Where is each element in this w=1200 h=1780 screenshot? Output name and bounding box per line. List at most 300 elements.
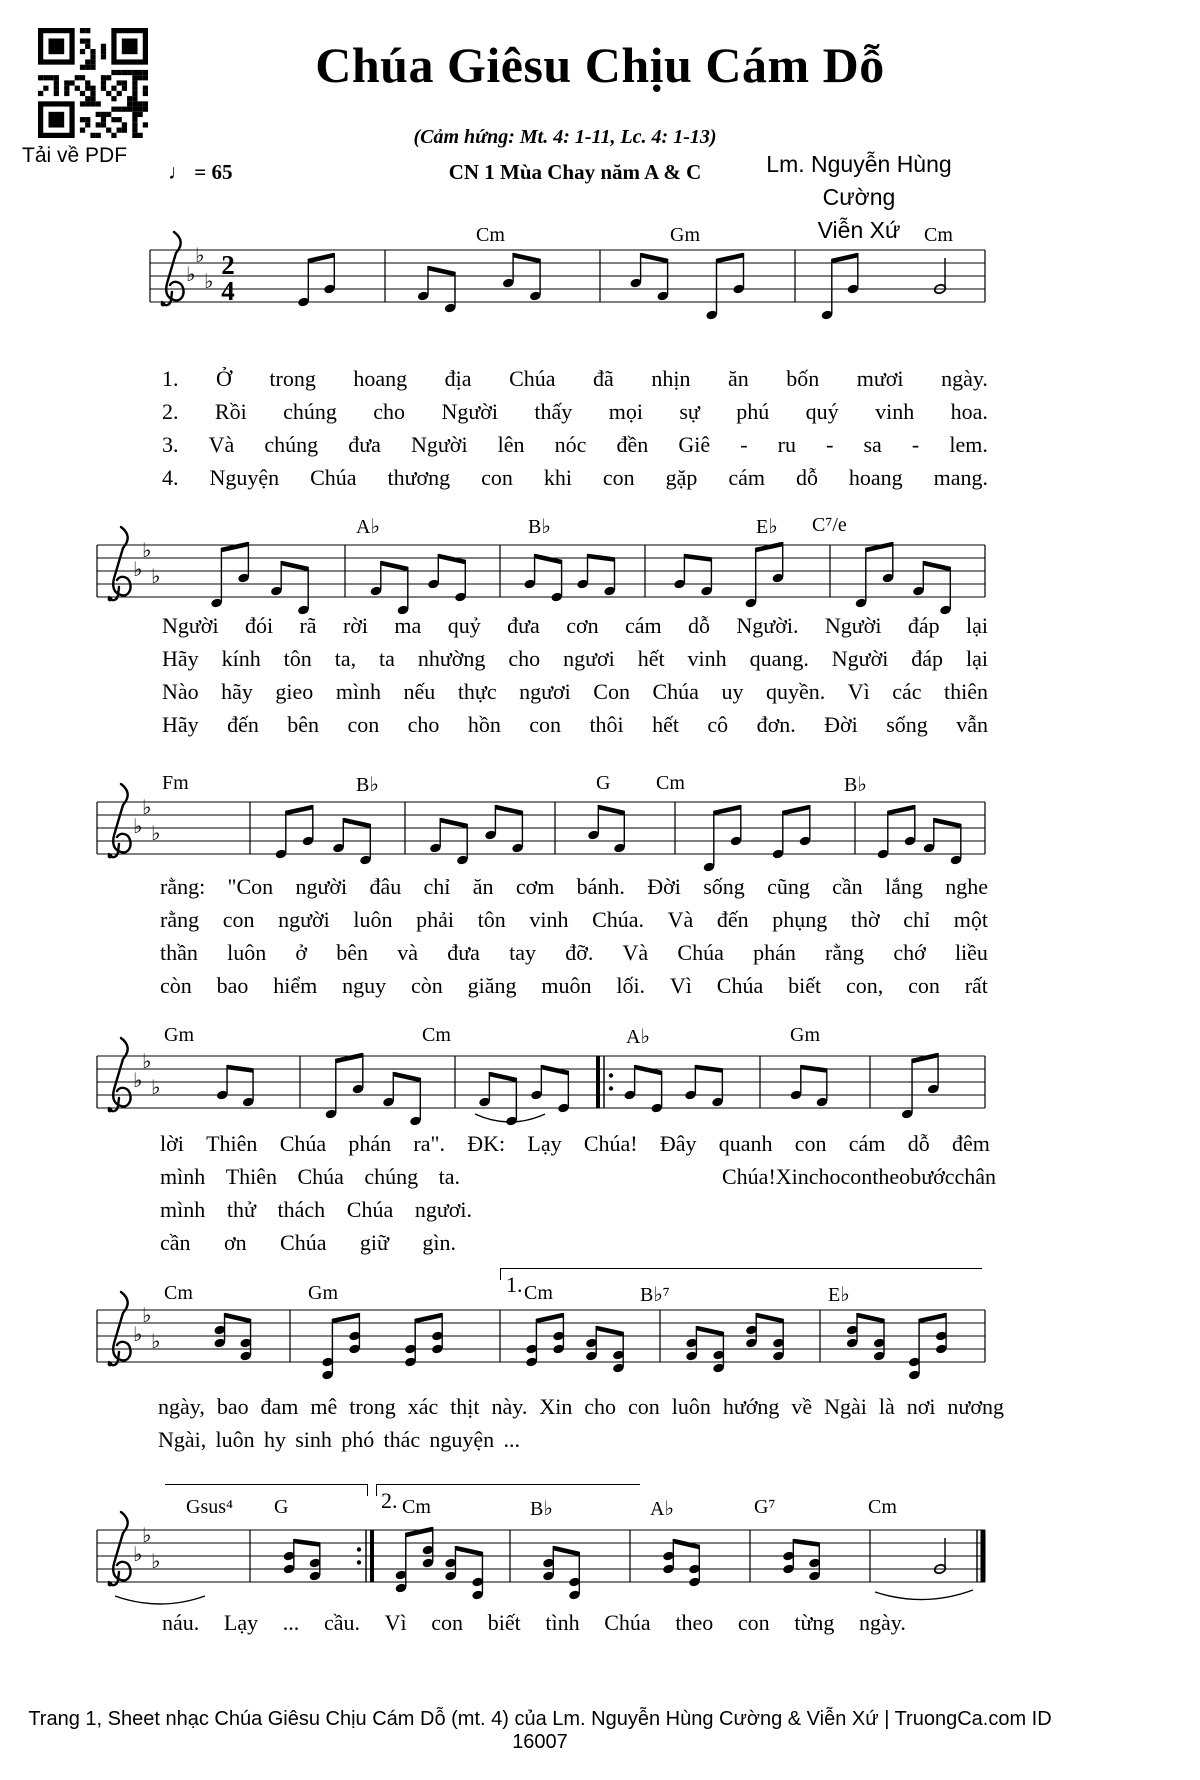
lyric-word: cho [808,1164,841,1189]
lyric-word: Người [411,432,468,457]
lyric-word: rằng: [160,874,206,899]
lyric-word: đền [616,432,649,457]
lyric-word: từng [794,1610,835,1635]
lyric-word: nguyện [429,1427,495,1452]
lyric-word: và [397,940,418,965]
lyric-word: ma [394,613,422,638]
lyric-word: lối. [616,973,646,998]
lyric-word: mình [335,679,382,704]
lyric-word: Xin [539,1394,573,1419]
chord-label: Cm [402,1496,431,1518]
lyric-word: đến [716,907,749,932]
lyric-word: lại [965,646,988,671]
lyric-word: phải [416,907,454,932]
lyric-word: đêm [951,1131,990,1156]
lyric-word: con [794,1131,827,1156]
volta-1-bracket [500,1268,982,1280]
volta-1-label: 1. [506,1272,523,1297]
svg-text:♭: ♭ [151,564,161,588]
lyric-word: hiểm [273,973,318,998]
lyric-word: trong [349,1394,396,1419]
lyric-word: - [911,432,920,457]
lyric-word: địa [444,366,472,391]
lyric-word: bao [216,973,249,998]
lyric-word: hoa. [950,399,988,424]
lyric-line [160,1197,472,1223]
lyric-word: hy [263,1427,286,1452]
lyric-word: thịt [450,1394,480,1419]
page-title: Chúa Giêsu Chịu Cám Dỗ [315,37,885,93]
chord-label: Cm [164,1282,193,1304]
svg-text:♭: ♭ [133,1068,143,1092]
lyric-word: luôn [671,1394,711,1419]
svg-text:♭: ♭ [133,1322,143,1346]
lyric-word: rời [342,613,369,638]
lyric-word: phó [341,1427,375,1452]
lyric-word: nghe [945,874,988,899]
lyric-word: cho [508,646,541,671]
treble-clef-icon [108,784,131,858]
lyric-word: Chúa [509,366,556,391]
lyric-word: phú [736,399,770,424]
treble-clef-icon [108,527,131,601]
lyric-word: náu. [162,1610,200,1635]
lyric-word: Người [824,613,882,638]
lyric-word: 4. [162,465,179,490]
lyric-word: dỗ [795,465,818,490]
chord-label: E♭ [756,516,778,538]
lyric-word: cần [160,1230,191,1255]
lyric-word: ngày, [158,1394,205,1419]
lyric-word: thần [160,940,198,965]
arranger-name: Viễn Xứ [817,217,901,243]
lyric-line [162,613,988,639]
lyric-word: Chúa [716,973,764,998]
chord-label: Cm [524,1282,553,1304]
chord-label: Fm [162,772,189,794]
lyric-word: Chúa! [722,1164,776,1189]
lyric-word: vinh [687,646,727,671]
lyric-word: Con [593,679,630,704]
lyric-line [160,973,988,999]
lyric-word: chúng [283,399,337,424]
staff-system-5 [85,1280,997,1398]
chord-label: Cm [422,1024,451,1046]
lyric-word: hồn [467,712,501,737]
lyric-word: 2. [162,399,179,424]
lyric-word: lem. [949,432,988,457]
lyric-word: liều [954,940,988,965]
lyric-word: về [791,1394,813,1419]
chord-label: C⁷/e [812,514,847,536]
lyric-word: Chúa [310,465,357,490]
lyric-word: sinh [295,1427,332,1452]
lyric-word: rằng [825,940,865,965]
lyric-word: ta, [334,646,357,671]
lyric-word: quang. [749,646,809,671]
lyric-word: Người [162,613,219,638]
lyric-word: đói [244,613,274,638]
lyric-line [162,1610,906,1636]
lyric-word: vẫn [956,712,988,737]
chord-label: Cm [656,772,685,794]
lyric-word: chúng [264,432,319,457]
lyric-word: sống [703,874,745,899]
lyric-word: Và [208,432,235,457]
lyric-word: chúng [364,1164,419,1189]
lyric-word: lắng [884,874,923,899]
lyric-word: muôn [541,973,592,998]
lyric-word: lại [965,613,988,638]
lyric-word: ra". [413,1131,445,1156]
lyric-word: mình [160,1197,206,1222]
lyric-word: con [529,712,562,737]
chord-label: B♭ [530,1498,553,1520]
lyric-word: một [953,907,988,932]
lyric-word: giữ [359,1230,389,1255]
lyric-word: chỉ [903,907,931,932]
chord-label: B♭ [356,774,379,796]
lyric-word: dỗ [907,1131,930,1156]
lyric-word: ru [777,432,796,457]
lyric-word: cũng [767,874,810,899]
lyric-word: bước [910,1164,955,1189]
lyric-word: bên [336,940,369,965]
lyric-word: thương [387,465,451,490]
lyric-word: thách [277,1197,326,1222]
lyric-word: đỡ. [565,940,594,965]
lyric-word: Lạy [527,1131,562,1156]
treble-clef-icon [108,1292,131,1366]
lyric-word: uy [721,679,744,704]
lyric-word: hoang [353,366,408,391]
staff-system-1 [140,220,997,338]
lyric-word: Vì [669,973,692,998]
lyric-word: ăn [472,874,494,899]
lyric-word: con [737,1610,770,1635]
chord-label: B♭⁷ [640,1284,670,1306]
treble-clef-icon [161,232,184,306]
chord-label: A♭ [650,1498,674,1520]
svg-text:♭: ♭ [195,243,205,267]
lyric-word: ta [379,646,395,671]
lyric-word: Chúa [604,1610,651,1635]
chord-label: Gm [790,1024,820,1046]
lyric-line [158,1394,1004,1420]
lyric-line [160,1164,460,1190]
lyric-word: cám [848,1131,886,1156]
lyric-word: Vì [384,1610,407,1635]
chord-label: B♭ [528,516,551,538]
lyric-line [160,1131,990,1157]
lyric-word: Và [667,907,694,932]
lyric-word: nếu [403,679,436,704]
lyric-word: đam [260,1394,299,1419]
lyric-word: nhường [417,646,486,671]
svg-text:♭: ♭ [142,1523,152,1547]
lyric-word: phán [348,1131,392,1156]
lyric-word: quyền. [765,679,826,704]
svg-text:♭: ♭ [133,557,143,581]
lyric-word: đơn. [756,712,796,737]
lyric-word: trong [269,366,316,391]
chord-label: Gsus⁴ [186,1496,233,1518]
liturgical-occasion: CN 1 Mùa Chay năm A & C [448,160,702,184]
lyric-word: Xin [775,1164,809,1189]
lyric-word: luôn [227,940,267,965]
lyric-word: lên [497,432,525,457]
lyric-word: gìn. [422,1230,456,1255]
lyric-word: hết [637,646,665,671]
lyric-word: mươi [856,366,904,391]
composer-name: Lm. Nguyễn Hùng Cường [766,151,952,210]
lyric-word: sống [886,712,928,737]
lyric-word: nóc [554,432,587,457]
lyric-word: Thiên [225,1164,278,1189]
download-pdf-link[interactable]: Tải về PDF [22,144,128,167]
lyric-word: Giê [678,432,711,457]
lyric-word: ngươi [519,679,571,704]
lyric-word: con [908,973,940,998]
lyric-word: Nguyện [209,465,280,490]
lyric-word: rất [964,973,988,998]
lyric-word: sự [679,399,700,424]
lyric-word: gặp [665,465,698,490]
lyric-word: quỷ [447,613,481,638]
lyric-word: con [347,712,380,737]
lyric-word: Chúa! [583,1131,638,1156]
lyric-word: luôn [353,907,393,932]
lyric-word: thử [226,1197,256,1222]
chord-label: G [596,772,611,794]
lyric-word: đáp [911,646,944,671]
lyric-word: biết [487,1610,521,1635]
lyric-word: ngày. [859,1610,906,1635]
lyric-word: Người [831,646,889,671]
lyric-word: khi [543,465,572,490]
lyric-word: chớ [893,940,926,965]
chord-label: Cm [924,224,953,246]
lyric-word: thấy [534,399,573,424]
lyric-word: 1. [162,366,179,391]
lyric-word: luôn [215,1427,255,1452]
chord-label: A♭ [626,1026,650,1048]
lyric-word: xác [407,1394,439,1419]
lyric-word: nhịn [651,366,691,391]
lyric-word: đưa [507,613,540,638]
lyric-word: cơm [515,874,555,899]
lyric-word: thờ [850,907,880,932]
lyric-word: Thiên [206,1131,258,1156]
lyric-word: quanh [718,1131,773,1156]
lyric-line [162,712,988,738]
lyric-word: hết [652,712,679,737]
volta-2-bracket [376,1484,640,1496]
lyric-word: bánh. [576,874,625,899]
lyric-word: chân [954,1164,997,1189]
svg-text:♭: ♭ [142,538,152,562]
lyric-word: mọi [608,399,643,424]
lyric-line [160,874,988,900]
chord-label: Gm [164,1024,194,1046]
svg-text:♭: ♭ [151,1329,161,1353]
lyric-word: rằng [160,907,200,932]
lyric-word: thiên [944,679,988,704]
lyric-word: các [892,679,922,704]
scripture-reference: (Cảm hứng: Mt. 4: 1-11, Lc. 4: 1-13) [413,126,717,148]
staff-system-4 [85,1026,997,1144]
lyric-word: ... [503,1427,520,1452]
lyric-word: đáp [907,613,940,638]
lyric-line-verse-2 [162,399,988,425]
lyric-word: bên [287,712,320,737]
volta-2-label: 2. [381,1488,398,1513]
lyric-line [162,646,988,672]
lyric-word: thực [457,679,497,704]
lyric-word: hướng [722,1394,780,1419]
chord-label: Gm [308,1282,338,1304]
svg-text:♭: ♭ [142,795,152,819]
lyric-word: Đây [659,1131,697,1156]
chord-label: G⁷ [754,1496,776,1518]
lyric-word: bao [216,1394,249,1419]
svg-text:♭: ♭ [133,814,143,838]
lyric-word: nơi [906,1394,936,1419]
svg-text:♭: ♭ [204,269,214,293]
lyric-word: còn [410,973,443,998]
lyric-word: Rồi [214,399,247,424]
lyric-word: Chúa [280,1230,327,1255]
lyric-word: ... [282,1610,300,1635]
lyric-word: kính [221,646,261,671]
lyric-word: đến [227,712,259,737]
lyric-line-verse-1 [162,366,988,392]
lyric-word: con [431,1610,464,1635]
lyric-word: phán [753,940,796,965]
lyric-word: chỉ [423,874,451,899]
lyric-line [158,1427,520,1453]
lyric-word: đưa [447,940,480,965]
lyric-word: cầu. [323,1610,360,1635]
svg-text:4: 4 [221,276,235,306]
lyric-word: là [878,1394,895,1419]
svg-text:♭: ♭ [142,1049,152,1073]
staff-system-6 [85,1500,997,1618]
chord-label: G [274,1496,289,1518]
lyric-word: còn [160,973,192,998]
staff-system-3 [85,772,997,890]
lyric-line [160,940,988,966]
svg-text:♭: ♭ [151,1075,161,1099]
lyric-word: vinh [875,399,915,424]
svg-text:♭: ♭ [186,262,196,286]
lyric-word: con [222,907,255,932]
lyric-word: thôi [589,712,624,737]
chord-label: Gm [670,224,700,246]
chord-label: A♭ [356,516,380,538]
lyric-word: Vì [847,679,870,704]
lyric-word: mình [160,1164,206,1189]
lyric-line [160,907,988,933]
svg-text:♭: ♭ [151,821,161,845]
tempo-marking: ♩ = 65 [168,160,233,184]
lyric-word: theo [675,1610,714,1635]
lyric-word: Hãy [162,712,199,737]
lyric-word: 3. [162,432,179,457]
lyric-word: đã [593,366,614,391]
lyric-word: người [278,907,330,932]
lyric-word: ngươi [563,646,615,671]
lyric-word: ở [295,940,308,965]
lyric-word: tay [509,940,536,965]
treble-clef-icon [108,1512,131,1586]
lyric-word: Đời [647,874,681,899]
lyric-line [162,679,988,705]
lyric-word: - [826,432,834,457]
chord-label: E♭ [828,1284,850,1306]
treble-clef-icon [108,1038,131,1112]
lyric-word: hãy [221,679,253,704]
lyric-word: cần [832,874,863,899]
lyric-word: phụng [772,907,828,932]
lyric-line-verse-4 [162,465,988,491]
lyric-word: đưa [348,432,381,457]
lyric-line [160,1230,456,1256]
lyric-word: gieo [275,679,314,704]
lyric-word: sa [863,432,882,457]
lyric-word: con [628,1394,660,1419]
lyric-word: giăng [467,973,517,998]
lyric-word: ăn [727,366,749,391]
lyric-word: lời [160,1131,184,1156]
lyric-word: mang. [933,465,988,490]
lyric-word: cám [624,613,662,638]
lyric-word: ơn [223,1230,247,1255]
lyric-word: Hãy [162,646,199,671]
lyric-word: con [840,1164,873,1189]
lyric-word: biết [788,973,822,998]
lyric-word: dỗ [688,613,711,638]
lyric-word: Đời [824,712,858,737]
lyric-word: - [740,432,748,457]
lyric-word: Nào [162,679,199,704]
lyric-word: tôn [283,646,312,671]
lyric-word: người [295,874,348,899]
lyric-word: Người [441,399,499,424]
lyric-word: Người. [736,613,799,638]
lyric-word: cho [373,399,406,424]
lyric-word: Chúa [279,1131,327,1156]
page-footer: Trang 1, Sheet nhạc Chúa Giêsu Chịu Cám Dỗ (mt. 4) của Lm. Nguyễn Hùng Cường & Viễn Xứ | TruongCa.com ID 16007 [28,1708,1052,1753]
svg-text:♭: ♭ [151,1549,161,1573]
svg-text:♭: ♭ [142,1303,152,1327]
svg-text:2: 2 [221,250,235,280]
lyric-word: hoang [848,465,903,490]
lyric-word: cám [728,465,765,490]
lyric-word: Chúa [346,1197,394,1222]
lyric-word: Ở [216,366,232,391]
lyric-word: con [481,465,513,490]
lyric-word: cơn [566,613,599,638]
lyric-word: quý [805,399,839,424]
lyric-word: rã [299,613,317,638]
lyric-word: nguy [342,973,387,998]
lyric-word: mê [310,1394,338,1419]
lyric-word: tôn [477,907,506,932]
lyric-word: Chúa [652,679,699,704]
chord-label: Cm [868,1496,897,1518]
lyric-word: ngày. [941,366,988,391]
